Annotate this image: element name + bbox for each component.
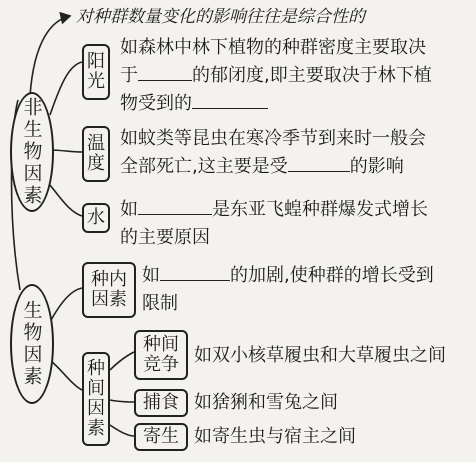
answer-blank[interactable]	[138, 62, 192, 81]
competition-description: 如双小核草履虫和大草履虫之间	[194, 345, 446, 366]
water-description: 如 是东亚飞蝗种群爆发式增长 的主要原因	[120, 196, 470, 252]
water-node: 水	[82, 203, 110, 233]
answer-blank[interactable]	[160, 262, 230, 281]
temperature-description: 如蚊类等昆虫在寒冷季节到来时一般会 全部死亡,这主要是受 的影响	[120, 128, 426, 177]
answer-blank[interactable]	[288, 153, 350, 172]
biotic-factors-node: 生物因素	[10, 284, 54, 404]
intraspecific-description: 如 的加剧,使种群的增长受到 限制	[142, 262, 472, 318]
parasitism-description: 如寄生虫与宿主之间	[194, 426, 356, 447]
header-arrow	[30, 16, 70, 96]
temperature-node: 温度	[82, 126, 110, 182]
answer-blank[interactable]	[192, 90, 268, 109]
light-node: 阳光	[82, 44, 110, 100]
predation-description: 如猞猁和雪兔之间	[194, 392, 338, 413]
interspecific-node: 种间因素	[82, 352, 110, 446]
competition-node: 种间竞争	[134, 330, 188, 380]
header-note: 对种群数量变化的影响往往是综合性的	[76, 7, 365, 27]
predation-node: 捕食	[134, 389, 188, 417]
parasitism-node: 寄生	[134, 423, 188, 451]
intraspecific-node: 种内因素	[82, 262, 136, 318]
light-description: 如森林中林下植物的种群密度主要取决 于 的郁闭度,即主要取决于林下植 物受到的	[120, 37, 432, 114]
abiotic-factors-node: 非生物因素	[10, 92, 54, 212]
answer-blank[interactable]	[138, 196, 212, 215]
